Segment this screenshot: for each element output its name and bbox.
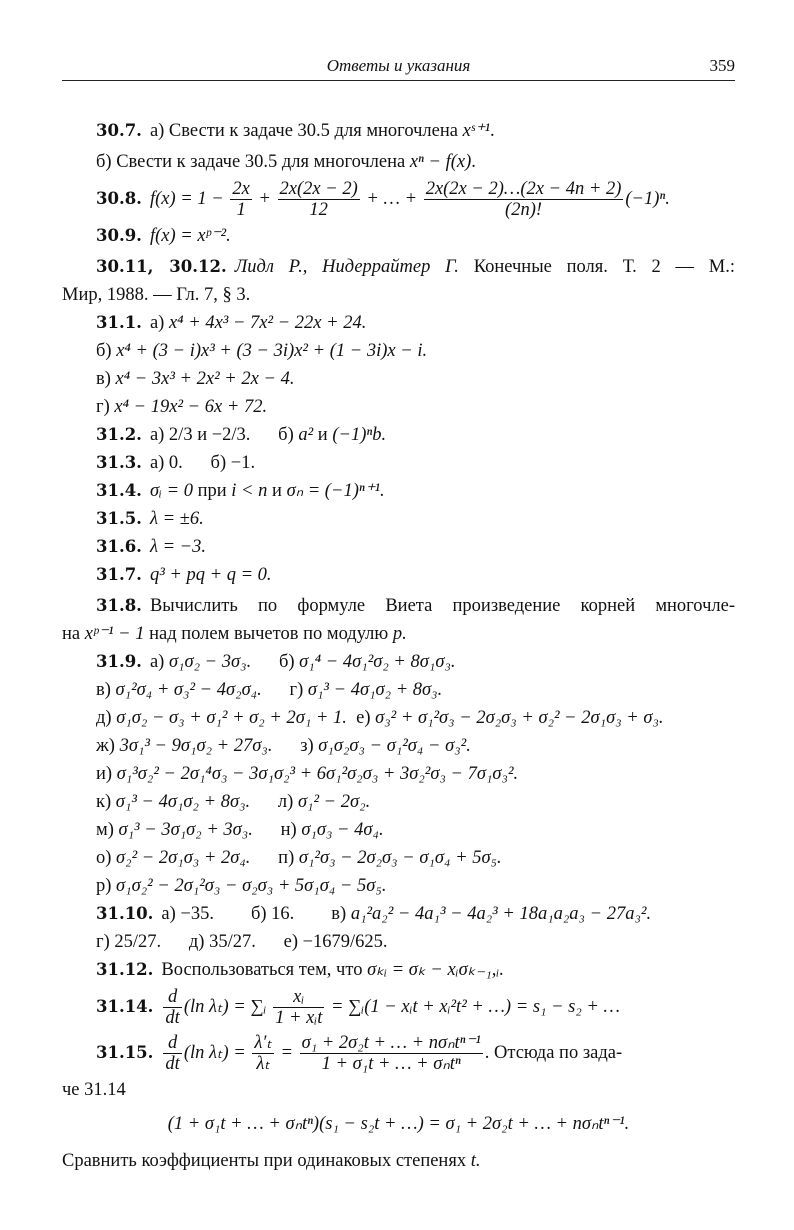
text-run: Воспользоваться тем, что — [161, 960, 368, 980]
text-run: . Отсюда по зада- — [484, 1043, 623, 1063]
problem-number: 30.8. — [96, 189, 142, 208]
text-run: Сравнить коэффициенты при одинаковых степенях — [62, 1151, 471, 1171]
text-line — [62, 788, 735, 816]
text-run: б) — [251, 652, 300, 672]
text-line — [62, 449, 735, 477]
text-run: л) — [250, 792, 298, 812]
text-run: на — [62, 624, 85, 644]
math-expression: σₙ = (−1)ⁿ⁺¹. — [286, 481, 385, 501]
problem-number: 31.12. — [96, 960, 154, 979]
math-expression: p. — [392, 624, 407, 644]
math-expression: σ₁³ − 4σ₁σ₂ + 8σ₃. — [307, 680, 443, 700]
math-expression: σ₁³ − 3σ₁σ₂ + 3σ₃. — [118, 820, 253, 840]
problem-number: 30.9. — [96, 226, 142, 245]
text-run: в) — [96, 680, 116, 700]
text-line — [62, 648, 735, 676]
text-run: и — [313, 425, 333, 445]
text-line — [62, 900, 735, 928]
text-line — [62, 984, 735, 1030]
running-title: Ответы и указания — [326, 56, 471, 75]
problem-number: 31.7. — [96, 565, 142, 584]
text-run: е) — [346, 708, 376, 728]
text-run: д) — [96, 708, 117, 728]
fraction — [163, 1033, 181, 1074]
math-expression: = ∑ᵢ(1 − xᵢt + xᵢ²t² + …) = s₁ − s₂ + … — [326, 997, 620, 1017]
text-run: г) 25/27. д) 35/27. е) −1679/625. — [96, 932, 388, 952]
text-line — [62, 421, 735, 449]
text-line — [62, 337, 735, 365]
math-expression: xˢ⁺¹ — [462, 121, 491, 141]
math-expression: x⁴ + (3 − i)x³ + (3 − 3i)x² + (1 − 3i)x − i. — [116, 341, 428, 361]
text-run: . — [490, 121, 495, 141]
fraction-numerator: 2x(2x − 2) — [279, 179, 358, 200]
text-run: к) — [96, 792, 116, 812]
fraction — [252, 1033, 274, 1074]
text-run: н) — [252, 820, 302, 840]
text-run: м) — [96, 820, 119, 840]
math-expression: σ₁²σ₄ + σ₃² − 4σ₂σ₄. — [115, 680, 262, 700]
math-expression: λ = −3. — [149, 537, 207, 557]
math-expression: q³ + pq + q = 0. — [149, 565, 272, 585]
math-expression: σ₁⁴ − 4σ₁²σ₂ + 8σ₁σ₃. — [299, 652, 456, 672]
math-expression: (ln λₜ) = ∑ᵢ — [183, 997, 272, 1017]
text-line — [62, 816, 735, 844]
text-run: а) 2/3 и −2/3. б) — [149, 425, 299, 445]
fraction-numerator: d — [163, 987, 181, 1008]
text-line — [62, 928, 735, 956]
math-expression: σ₁σ₃ − 4σ₄. — [301, 820, 384, 840]
text-line — [62, 533, 735, 561]
fraction-numerator: 2x(2x − 2)…(2x − 4n + 2) — [425, 179, 622, 200]
math-expression: x⁴ − 3x³ + 2x² + 2x − 4. — [115, 369, 295, 389]
text-run: а) — [149, 652, 169, 672]
math-expression: x⁴ + 4x³ − 7x² − 22x + 24. — [168, 313, 367, 333]
math-expression: f(x) = 1 − — [149, 189, 229, 209]
text-line — [62, 281, 735, 309]
math-expression: (−1)ⁿ. — [625, 189, 670, 209]
math-expression: (ln λₜ) = — [183, 1043, 251, 1063]
math-expression: σ₁σ₂σ₃ − σ₁²σ₄ − σ₃². — [318, 736, 471, 756]
text-line — [62, 365, 735, 393]
text-run: и — [267, 481, 287, 501]
math-expression: (1 + σ₁t + … + σₙtⁿ)(s₁ − s₂t + …) = σ₁ + 2σ₂t + … + nσₙtⁿ⁻¹. — [167, 1114, 630, 1134]
fraction — [424, 179, 624, 220]
text-run: над полем вычетов по модулю — [144, 624, 393, 644]
fraction-denominator: 1 — [236, 200, 246, 221]
text-run: ж) — [96, 736, 120, 756]
text-run: . — [471, 152, 476, 172]
fraction-numerator: 2x — [232, 179, 250, 200]
fraction-numerator: xᵢ — [273, 987, 324, 1008]
text-line — [62, 620, 735, 648]
text-run: че 31.14 — [62, 1080, 126, 1100]
fraction — [163, 987, 181, 1028]
text-line — [62, 592, 735, 620]
text-line — [62, 561, 735, 589]
text-line — [62, 117, 735, 145]
math-expression: xᵖ⁻¹ − 1 — [84, 624, 145, 644]
text-line — [62, 505, 735, 533]
problem-number: 31.10. — [96, 904, 154, 923]
text-run: о) — [96, 848, 117, 868]
text-run: Конечные поля. Т. 2 — М.: — [458, 257, 736, 277]
text-run: п) — [250, 848, 299, 868]
running-header — [62, 54, 735, 81]
text-run: Вычислить по формуле Виета произведение корней многочле- — [149, 596, 735, 616]
problem-number: 31.15. — [96, 1043, 154, 1062]
text-line — [62, 176, 735, 222]
text-line — [62, 1104, 735, 1144]
math-expression: 3σ₁³ − 9σ₁σ₂ + 27σ₃. — [119, 736, 273, 756]
text-run: б) Свести к задаче 30.5 для многочлена — [96, 152, 410, 172]
text-run: а) −35. б) 16. в) — [161, 904, 351, 924]
text-line — [62, 844, 735, 872]
text-run: б) — [96, 341, 117, 361]
math-expression: f(x) = xᵖ⁻². — [149, 226, 231, 246]
fraction — [273, 987, 324, 1028]
text-run: р) — [96, 876, 117, 896]
text-line — [62, 956, 735, 984]
text-run: а) — [149, 313, 169, 333]
math-expression: xⁿ − f(x) — [409, 152, 472, 172]
text-line — [62, 1076, 735, 1104]
problem-number: 31.2. — [96, 425, 142, 444]
fraction-denominator: λₜ — [256, 1054, 270, 1075]
problem-number: 30.11, 30.12. — [96, 257, 227, 276]
fraction-denominator: (2n)! — [505, 200, 543, 221]
math-expression: t. — [470, 1151, 481, 1171]
problem-number: 31.8. — [96, 596, 142, 615]
math-expression: + — [253, 189, 276, 209]
text-line — [62, 676, 735, 704]
math-expression: σ₁σ₂ − σ₃ + σ₁² + σ₂ + 2σ₁ + 1. — [116, 708, 347, 728]
fraction-numerator: d — [163, 1033, 181, 1054]
text-run: при — [192, 481, 232, 501]
text-line — [62, 704, 735, 732]
fraction — [230, 179, 251, 220]
text-run: г) — [96, 397, 115, 417]
text-line — [62, 393, 735, 421]
math-expression: σ₁³ − 4σ₁σ₂ + 8σ₃. — [115, 792, 251, 812]
math-expression: λ = ±6. — [149, 509, 204, 529]
fraction — [278, 179, 360, 220]
fraction-denominator: 1 + σ₁t + … + σₙtⁿ — [321, 1054, 461, 1075]
text-line — [62, 732, 735, 760]
math-expression: σ₁³σ₂² − 2σ₁⁴σ₃ − 3σ₁σ₂³ + 6σ₁²σ₂σ₃ + 3σ₂²σ₃ − 7σ₁σ₃². — [116, 764, 519, 784]
text-run: а) Свести к задаче 30.5 для многочлена — [149, 121, 463, 141]
text-line — [62, 760, 735, 788]
text-run: г) — [261, 680, 308, 700]
text-line — [62, 1030, 735, 1076]
text-line — [62, 309, 735, 337]
fraction-denominator: dt — [165, 1008, 180, 1029]
fraction-denominator: 12 — [309, 200, 328, 221]
math-expression: (−1)ⁿb. — [332, 425, 387, 445]
text-run: в) — [96, 369, 116, 389]
math-expression: a² — [298, 425, 314, 445]
math-expression: = — [275, 1043, 298, 1063]
math-expression: σ₁² − 2σ₂. — [297, 792, 371, 812]
text-line — [62, 148, 735, 176]
math-expression: σ₃² + σ₁²σ₃ − 2σ₂σ₃ + σ₂² − 2σ₁σ₃ + σ₃. — [375, 708, 664, 728]
math-expression: σ₁σ₂² − 2σ₁²σ₃ − σ₂σ₃ + 5σ₁σ₄ − 5σ₅. — [116, 876, 387, 896]
text-run: а) 0. б) −1. — [149, 453, 256, 473]
fraction-denominator: 1 + xᵢt — [275, 1008, 323, 1029]
problem-number: 31.6. — [96, 537, 142, 556]
problem-number: 31.14. — [96, 997, 154, 1016]
math-expression: σ₂² − 2σ₁σ₃ + 2σ₄. — [116, 848, 251, 868]
text-run: з) — [272, 736, 319, 756]
answers-text — [62, 114, 735, 1175]
math-expression: x⁴ − 19x² − 6x + 72. — [114, 397, 268, 417]
fraction-numerator: σ₁ + 2σ₂t + … + nσₙtⁿ⁻¹ — [301, 1033, 481, 1054]
text-line — [62, 477, 735, 505]
math-expression: a₁²a₂² − 4a₁³ − 4a₂³ + 18a₁a₂a₃ − 27a₃². — [350, 904, 652, 924]
problem-number: 31.3. — [96, 453, 142, 472]
math-expression: σ₁²σ₃ − 2σ₂σ₃ − σ₁σ₄ + 5σ₅. — [298, 848, 502, 868]
problem-number: 31.5. — [96, 509, 142, 528]
text-line — [62, 253, 735, 281]
fraction — [300, 1033, 483, 1074]
math-expression: σₖᵢ = σₖ − xᵢσₖ₋₁,ᵢ. — [367, 960, 504, 980]
page-number: 359 — [709, 56, 735, 75]
problem-number: 31.1. — [96, 313, 142, 332]
problem-number: 31.4. — [96, 481, 142, 500]
text-run: и) — [96, 764, 117, 784]
fraction-numerator: λ′ₜ — [254, 1033, 272, 1054]
math-expression: σ₁σ₂ − 3σ₃. — [168, 652, 252, 672]
problem-number: 31.9. — [96, 652, 142, 671]
math-expression: σᵢ = 0 — [149, 481, 193, 501]
math-expression: Лидл Р., Нидеррайтер Г. — [234, 257, 459, 277]
problem-number: 30.7. — [96, 121, 142, 140]
text-line — [62, 1147, 735, 1175]
math-expression: + … + — [361, 189, 422, 209]
text-line — [62, 872, 735, 900]
math-expression: i < n — [231, 481, 268, 501]
text-run: Мир, 1988. — Гл. 7, § 3. — [62, 285, 251, 305]
text-line — [62, 222, 735, 250]
fraction-denominator: dt — [165, 1054, 180, 1075]
